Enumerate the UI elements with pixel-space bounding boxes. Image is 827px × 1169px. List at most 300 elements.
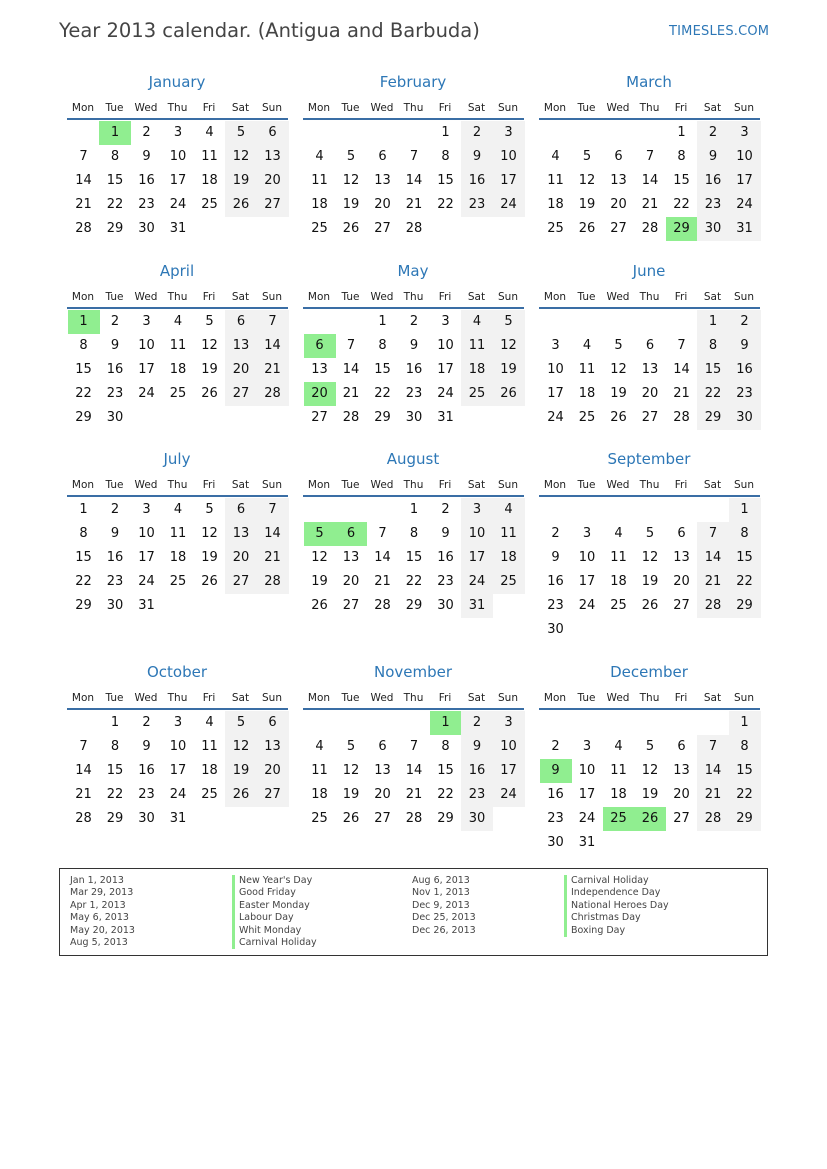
day-cell: 18 bbox=[610, 574, 627, 589]
day-cell: 21 bbox=[342, 386, 360, 401]
header-rule bbox=[67, 118, 288, 120]
day-cell: 21 bbox=[405, 197, 423, 212]
day-cell: 13 bbox=[641, 362, 659, 377]
day-cell: 10 bbox=[547, 362, 564, 377]
day-cell: 18 bbox=[461, 358, 493, 382]
header-rule bbox=[539, 118, 760, 120]
day-cell: 3 bbox=[441, 314, 450, 329]
weekday-label: Sat bbox=[231, 479, 250, 491]
weekday-label: Sat bbox=[467, 291, 486, 303]
weekday-header bbox=[67, 291, 291, 305]
day-cell: 7 bbox=[409, 149, 419, 164]
day-cell: 27 bbox=[641, 410, 659, 425]
day-cell: 13 bbox=[311, 362, 328, 377]
day-cell: 9 bbox=[461, 145, 493, 169]
weekday-label: Tue bbox=[105, 479, 124, 491]
day-cell: 22 bbox=[729, 783, 761, 807]
day-cell: 27 bbox=[374, 811, 391, 826]
day-cell: 26 bbox=[342, 811, 360, 826]
day-cell: 22 bbox=[106, 197, 124, 212]
month-december bbox=[539, 663, 763, 873]
day-cell: 1 bbox=[378, 314, 387, 329]
day-cell: 15 bbox=[437, 173, 454, 188]
month-august bbox=[303, 450, 527, 660]
day-cell: 12 bbox=[493, 334, 525, 358]
day-cell: 7 bbox=[79, 149, 88, 164]
legend-date: Aug 5, 2013 bbox=[70, 936, 128, 948]
weekday-header bbox=[303, 291, 527, 305]
day-cell: 22 bbox=[437, 197, 454, 212]
day-cell: 18 bbox=[169, 362, 187, 377]
day-cell: 11 bbox=[201, 149, 218, 164]
day-cell: 29 bbox=[729, 807, 761, 831]
day-cell: 23 bbox=[138, 787, 155, 802]
day-cell: 4 bbox=[461, 310, 493, 334]
site-link[interactable]: TIMESLES.COM bbox=[669, 24, 770, 39]
day-cell: 30 bbox=[729, 406, 761, 430]
day-cell: 20 bbox=[610, 197, 627, 212]
day-cell: 2 bbox=[110, 314, 120, 329]
day-cell: 11 bbox=[547, 173, 564, 188]
page-title: Year 2013 calendar. (Antigua and Barbuda) bbox=[59, 19, 480, 42]
day-cell: 29 bbox=[75, 598, 92, 613]
day-cell: 21 bbox=[697, 783, 729, 807]
weekday-label: Mon bbox=[543, 479, 567, 491]
day-cell: 27 bbox=[673, 598, 690, 613]
day-cell: 2 bbox=[409, 314, 419, 329]
weekday-label: Sat bbox=[467, 692, 486, 704]
day-cell: 8 bbox=[79, 526, 88, 541]
day-cell: 24 bbox=[437, 386, 454, 401]
holiday-day-cell: 6 bbox=[335, 522, 367, 546]
legend-holiday-name: Carnival Holiday bbox=[232, 937, 317, 949]
day-cell: 2 bbox=[551, 526, 560, 541]
day-cell: 16 bbox=[729, 358, 761, 382]
day-cell: 23 bbox=[106, 386, 124, 401]
holiday-day-cell: 9 bbox=[540, 759, 572, 783]
day-cell: 12 bbox=[610, 362, 627, 377]
day-cell: 23 bbox=[729, 382, 761, 406]
day-cell: 1 bbox=[409, 502, 419, 517]
weekday-label: Tue bbox=[341, 102, 360, 114]
weekday-header bbox=[67, 692, 291, 706]
day-cell: 18 bbox=[578, 386, 596, 401]
day-cell: 21 bbox=[257, 546, 289, 570]
day-cell: 18 bbox=[311, 787, 328, 802]
day-cell: 12 bbox=[342, 763, 360, 778]
weekday-label: Thu bbox=[167, 479, 188, 491]
month-name: June bbox=[632, 262, 666, 280]
month-name: March bbox=[626, 73, 672, 91]
day-cell: 8 bbox=[441, 149, 450, 164]
day-cell: 15 bbox=[729, 759, 761, 783]
weekday-label: Wed bbox=[370, 102, 394, 114]
weekday-label: Fri bbox=[202, 692, 216, 704]
day-cell: 11 bbox=[169, 526, 187, 541]
weekday-label: Sun bbox=[498, 102, 518, 114]
day-cell: 16 bbox=[697, 169, 729, 193]
day-cell: 27 bbox=[225, 382, 257, 406]
weekday-label: Mon bbox=[71, 692, 95, 704]
day-cell: 29 bbox=[437, 811, 454, 826]
day-cell: 8 bbox=[729, 735, 761, 759]
weekday-label: Tue bbox=[577, 102, 596, 114]
weekday-label: Fri bbox=[438, 291, 452, 303]
day-cell: 13 bbox=[342, 550, 360, 565]
day-cell: 4 bbox=[315, 149, 324, 164]
day-cell: 12 bbox=[578, 173, 596, 188]
day-cell: 2 bbox=[461, 711, 493, 735]
day-cell: 29 bbox=[75, 410, 92, 425]
weekday-label: Fri bbox=[202, 479, 216, 491]
holiday-legend bbox=[59, 868, 768, 956]
day-cell: 6 bbox=[645, 338, 655, 353]
weekday-label: Thu bbox=[403, 479, 424, 491]
day-cell: 16 bbox=[138, 763, 155, 778]
day-cell: 16 bbox=[138, 173, 155, 188]
day-cell: 7 bbox=[697, 735, 729, 759]
day-cell: 19 bbox=[201, 362, 218, 377]
day-cell: 7 bbox=[257, 310, 289, 334]
weekday-label: Sun bbox=[498, 291, 518, 303]
weekday-label: Fri bbox=[202, 102, 216, 114]
month-november bbox=[303, 663, 527, 873]
weekday-label: Wed bbox=[134, 291, 158, 303]
day-cell: 8 bbox=[110, 149, 120, 164]
day-cell: 12 bbox=[311, 550, 328, 565]
day-cell: 28 bbox=[342, 410, 360, 425]
day-cell: 21 bbox=[374, 574, 391, 589]
day-cell: 4 bbox=[173, 502, 183, 517]
day-cell: 20 bbox=[374, 197, 391, 212]
day-cell: 3 bbox=[729, 121, 761, 145]
day-cell: 3 bbox=[142, 314, 151, 329]
weekday-label: Sat bbox=[231, 692, 250, 704]
weekday-label: Wed bbox=[134, 479, 158, 491]
day-cell: 28 bbox=[75, 811, 92, 826]
weekday-label: Fri bbox=[438, 102, 452, 114]
day-cell: 1 bbox=[110, 715, 120, 730]
day-cell: 10 bbox=[493, 145, 525, 169]
legend-holiday-name: Boxing Day bbox=[564, 925, 669, 937]
weekday-label: Mon bbox=[307, 479, 331, 491]
day-cell: 3 bbox=[461, 498, 493, 522]
day-cell: 6 bbox=[677, 739, 686, 754]
day-cell: 23 bbox=[437, 574, 454, 589]
day-cell: 16 bbox=[437, 550, 454, 565]
day-cell: 6 bbox=[225, 310, 257, 334]
day-cell: 24 bbox=[729, 193, 761, 217]
day-cell: 31 bbox=[169, 221, 187, 236]
day-cell: 8 bbox=[79, 338, 88, 353]
day-cell: 7 bbox=[409, 739, 419, 754]
day-cell: 17 bbox=[729, 169, 761, 193]
day-cell: 10 bbox=[461, 522, 493, 546]
day-cell: 25 bbox=[169, 386, 187, 401]
day-cell: 9 bbox=[461, 735, 493, 759]
day-cell: 23 bbox=[138, 197, 155, 212]
day-cell: 21 bbox=[697, 570, 729, 594]
weekday-label: Thu bbox=[639, 291, 660, 303]
month-name: February bbox=[379, 73, 447, 91]
weekday-label: Sun bbox=[262, 479, 282, 491]
legend-holiday-name: Easter Monday bbox=[232, 900, 317, 912]
day-cell: 5 bbox=[582, 149, 592, 164]
day-cell: 2 bbox=[142, 715, 151, 730]
day-cell: 21 bbox=[405, 787, 423, 802]
day-cell: 31 bbox=[461, 594, 493, 618]
day-cell: 26 bbox=[225, 193, 257, 217]
weekday-label: Fri bbox=[674, 692, 688, 704]
day-cell: 27 bbox=[257, 783, 289, 807]
day-cell: 3 bbox=[142, 502, 151, 517]
day-cell: 17 bbox=[461, 546, 493, 570]
header-rule bbox=[303, 708, 524, 710]
weekday-label: Wed bbox=[606, 479, 630, 491]
day-cell: 12 bbox=[641, 763, 659, 778]
month-march bbox=[539, 73, 763, 283]
day-cell: 17 bbox=[493, 169, 525, 193]
day-cell: 24 bbox=[493, 783, 525, 807]
legend-right-names bbox=[564, 875, 669, 937]
day-cell: 30 bbox=[697, 217, 729, 241]
day-cell: 17 bbox=[578, 574, 596, 589]
day-cell: 7 bbox=[697, 522, 729, 546]
weekday-label: Thu bbox=[403, 692, 424, 704]
weekday-label: Mon bbox=[71, 479, 95, 491]
weekday-label: Fri bbox=[674, 479, 688, 491]
day-cell: 10 bbox=[578, 763, 596, 778]
day-cell: 3 bbox=[582, 739, 592, 754]
day-cell: 28 bbox=[641, 221, 659, 236]
day-cell: 9 bbox=[441, 526, 450, 541]
weekday-label: Sat bbox=[467, 102, 486, 114]
header-rule bbox=[539, 307, 760, 309]
weekday-label: Sun bbox=[262, 692, 282, 704]
day-cell: 11 bbox=[610, 763, 627, 778]
day-cell: 8 bbox=[697, 334, 729, 358]
legend-left-names bbox=[232, 875, 317, 949]
header-rule bbox=[539, 708, 760, 710]
day-cell: 20 bbox=[225, 358, 257, 382]
day-cell: 11 bbox=[201, 739, 218, 754]
month-name: December bbox=[610, 663, 688, 681]
holiday-day-cell: 26 bbox=[634, 807, 666, 831]
day-cell: 16 bbox=[547, 574, 564, 589]
day-cell: 3 bbox=[582, 526, 592, 541]
weekday-header bbox=[539, 102, 763, 116]
weekday-label: Wed bbox=[370, 291, 394, 303]
day-cell: 3 bbox=[493, 711, 525, 735]
day-cell: 26 bbox=[610, 410, 627, 425]
weekday-label: Sun bbox=[734, 479, 754, 491]
weekday-label: Fri bbox=[438, 479, 452, 491]
header-rule bbox=[67, 495, 288, 497]
weekday-label: Wed bbox=[370, 692, 394, 704]
day-cell: 25 bbox=[201, 787, 218, 802]
day-cell: 8 bbox=[110, 739, 120, 754]
day-cell: 11 bbox=[610, 550, 627, 565]
weekday-label: Sat bbox=[703, 291, 722, 303]
weekday-label: Sun bbox=[262, 102, 282, 114]
month-name: May bbox=[397, 262, 429, 280]
holiday-day-cell: 20 bbox=[304, 382, 336, 406]
weekday-label: Tue bbox=[577, 291, 596, 303]
day-cell: 4 bbox=[551, 149, 560, 164]
day-cell: 31 bbox=[729, 217, 761, 241]
month-name: July bbox=[163, 450, 191, 468]
weekday-label: Thu bbox=[639, 102, 660, 114]
day-cell: 18 bbox=[547, 197, 564, 212]
weekday-label: Wed bbox=[134, 692, 158, 704]
header-rule bbox=[303, 307, 524, 309]
day-cell: 6 bbox=[378, 149, 387, 164]
day-cell: 1 bbox=[79, 502, 88, 517]
day-cell: 28 bbox=[697, 807, 729, 831]
day-cell: 24 bbox=[578, 811, 596, 826]
day-cell: 2 bbox=[729, 310, 761, 334]
day-cell: 5 bbox=[225, 711, 257, 735]
day-cell: 13 bbox=[673, 763, 690, 778]
day-cell: 18 bbox=[201, 173, 218, 188]
day-cell: 21 bbox=[673, 386, 690, 401]
day-cell: 15 bbox=[106, 763, 124, 778]
weekday-header bbox=[303, 102, 527, 116]
weekday-label: Mon bbox=[543, 102, 567, 114]
day-cell: 15 bbox=[75, 550, 92, 565]
day-cell: 6 bbox=[225, 498, 257, 522]
header-rule bbox=[539, 495, 760, 497]
day-cell: 30 bbox=[405, 410, 423, 425]
day-cell: 26 bbox=[342, 221, 360, 236]
day-cell: 7 bbox=[677, 338, 686, 353]
day-cell: 25 bbox=[311, 221, 328, 236]
day-cell: 15 bbox=[106, 173, 124, 188]
day-cell: 11 bbox=[461, 334, 493, 358]
day-cell: 7 bbox=[346, 338, 356, 353]
weekday-label: Sat bbox=[467, 479, 486, 491]
day-cell: 22 bbox=[673, 197, 690, 212]
day-cell: 20 bbox=[673, 787, 690, 802]
holiday-day-cell: 29 bbox=[666, 217, 698, 241]
day-cell: 27 bbox=[225, 570, 257, 594]
day-cell: 10 bbox=[578, 550, 596, 565]
day-cell: 23 bbox=[405, 386, 423, 401]
day-cell: 18 bbox=[169, 550, 187, 565]
day-cell: 24 bbox=[169, 197, 187, 212]
day-cell: 15 bbox=[437, 763, 454, 778]
month-may bbox=[303, 262, 527, 472]
legend-holiday-name: Carnival Holiday bbox=[564, 875, 669, 887]
day-cell: 4 bbox=[493, 498, 525, 522]
day-cell: 21 bbox=[641, 197, 659, 212]
day-cell: 11 bbox=[493, 522, 525, 546]
day-cell: 25 bbox=[201, 197, 218, 212]
weekday-header bbox=[303, 692, 527, 706]
day-cell: 14 bbox=[75, 173, 92, 188]
day-cell: 14 bbox=[697, 546, 729, 570]
day-cell: 9 bbox=[110, 526, 120, 541]
weekday-label: Thu bbox=[167, 692, 188, 704]
day-cell: 14 bbox=[342, 362, 360, 377]
day-cell: 8 bbox=[729, 522, 761, 546]
day-cell: 7 bbox=[257, 498, 289, 522]
day-cell: 10 bbox=[138, 338, 155, 353]
day-cell: 6 bbox=[677, 526, 686, 541]
legend-date: Nov 1, 2013 bbox=[412, 887, 470, 899]
legend-holiday-name: New Year's Day bbox=[232, 875, 317, 887]
weekday-label: Thu bbox=[167, 291, 188, 303]
day-cell: 20 bbox=[641, 386, 659, 401]
day-cell: 8 bbox=[441, 739, 450, 754]
day-cell: 24 bbox=[493, 193, 525, 217]
day-cell: 25 bbox=[493, 570, 525, 594]
day-cell: 15 bbox=[697, 358, 729, 382]
day-cell: 28 bbox=[374, 598, 391, 613]
day-cell: 17 bbox=[578, 787, 596, 802]
day-cell: 29 bbox=[106, 221, 124, 236]
day-cell: 10 bbox=[493, 735, 525, 759]
weekday-label: Tue bbox=[105, 692, 124, 704]
day-cell: 7 bbox=[378, 526, 387, 541]
day-cell: 18 bbox=[311, 197, 328, 212]
day-cell: 22 bbox=[106, 787, 124, 802]
day-cell: 24 bbox=[138, 574, 155, 589]
weekday-label: Sun bbox=[734, 692, 754, 704]
month-name: November bbox=[373, 663, 453, 681]
day-cell: 12 bbox=[225, 735, 257, 759]
day-cell: 19 bbox=[342, 787, 360, 802]
month-name: January bbox=[148, 73, 206, 91]
day-cell: 31 bbox=[169, 811, 187, 826]
day-cell: 19 bbox=[641, 574, 659, 589]
day-cell: 9 bbox=[697, 145, 729, 169]
day-cell: 13 bbox=[374, 763, 391, 778]
day-cell: 14 bbox=[641, 173, 659, 188]
day-cell: 6 bbox=[257, 711, 289, 735]
weekday-label: Sun bbox=[734, 102, 754, 114]
weekday-label: Tue bbox=[577, 692, 596, 704]
day-cell: 28 bbox=[257, 570, 289, 594]
weekday-label: Tue bbox=[105, 291, 124, 303]
day-cell: 10 bbox=[729, 145, 761, 169]
day-cell: 3 bbox=[551, 338, 560, 353]
weekday-label: Mon bbox=[543, 692, 567, 704]
weekday-label: Thu bbox=[639, 479, 660, 491]
day-cell: 17 bbox=[169, 173, 187, 188]
day-cell: 1 bbox=[441, 125, 450, 140]
holiday-day-cell: 1 bbox=[68, 310, 100, 334]
day-cell: 13 bbox=[225, 522, 257, 546]
day-cell: 29 bbox=[729, 594, 761, 618]
weekday-label: Wed bbox=[370, 479, 394, 491]
day-cell: 26 bbox=[493, 382, 525, 406]
day-cell: 20 bbox=[225, 546, 257, 570]
day-cell: 16 bbox=[547, 787, 564, 802]
day-cell: 27 bbox=[374, 221, 391, 236]
header-rule bbox=[67, 708, 288, 710]
day-cell: 21 bbox=[257, 358, 289, 382]
day-cell: 5 bbox=[205, 502, 214, 517]
day-cell: 4 bbox=[582, 338, 592, 353]
day-cell: 19 bbox=[225, 169, 257, 193]
weekday-label: Wed bbox=[606, 102, 630, 114]
day-cell: 11 bbox=[311, 173, 328, 188]
legend-left-dates bbox=[70, 875, 135, 949]
day-cell: 30 bbox=[547, 622, 564, 637]
weekday-label: Tue bbox=[341, 291, 360, 303]
weekday-label: Sat bbox=[231, 291, 250, 303]
